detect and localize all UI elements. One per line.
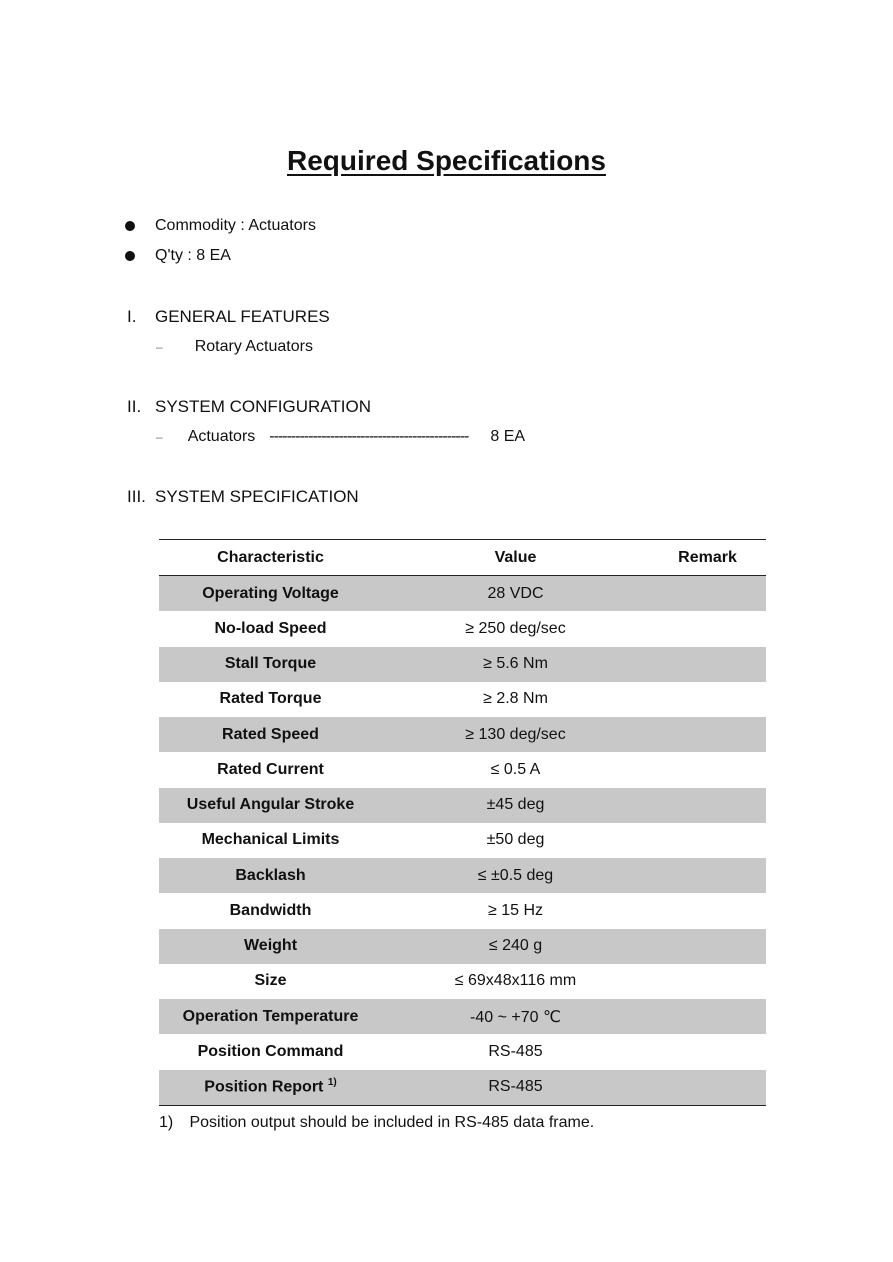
row-value: ≥ 15 Hz — [487, 901, 544, 919]
bullet-icon — [125, 221, 135, 231]
section-config-heading — [127, 397, 371, 417]
section-general-heading — [127, 307, 330, 327]
row-remark — [649, 647, 766, 682]
config-item — [156, 428, 525, 446]
header-value: Value — [382, 540, 649, 576]
row-characteristic: Rated Torque — [219, 690, 322, 708]
dash-icon: – — [156, 430, 163, 444]
commodity-text: Commodity : Actuators — [155, 217, 316, 234]
commodity-line — [125, 217, 316, 235]
row-characteristic: Weight — [159, 929, 382, 964]
row-remark — [649, 788, 766, 823]
row-value: ≤ 69x48x116 mm — [454, 972, 577, 990]
section-spec-heading — [127, 487, 359, 507]
row-value: -40 ~ +70 ℃ — [382, 999, 649, 1034]
row-remark — [649, 893, 766, 928]
table-row — [159, 858, 766, 893]
header-remark: Remark — [649, 540, 766, 576]
section-title: SYSTEM SPECIFICATION — [155, 487, 359, 506]
section-title: SYSTEM CONFIGURATION — [155, 397, 371, 416]
spec-table — [159, 539, 766, 1106]
row-remark — [649, 964, 766, 999]
row-remark — [649, 999, 766, 1034]
section-number: III. — [127, 487, 146, 506]
table-header-row — [159, 540, 766, 576]
config-item-qty: 8 EA — [490, 428, 526, 445]
section-number: II. — [127, 397, 142, 416]
footnote — [159, 1114, 594, 1132]
row-value: ≥ 2.8 Nm — [483, 690, 548, 708]
table-row — [159, 682, 766, 717]
row-characteristic: Rated Speed — [159, 717, 382, 752]
row-characteristic: Position Report — [204, 1078, 324, 1096]
row-remark — [649, 929, 766, 964]
row-remark — [649, 1070, 766, 1106]
header-characteristic: Characteristic — [159, 540, 382, 576]
row-value: ≥ 5.6 Nm — [382, 647, 649, 682]
row-characteristic: Stall Torque — [159, 647, 382, 682]
quantity-line — [125, 247, 231, 265]
row-remark — [649, 752, 766, 787]
row-characteristic: Operation Temperature — [159, 999, 382, 1034]
row-characteristic: Rated Current — [217, 760, 324, 778]
row-value: ±50 deg — [486, 831, 545, 849]
footnote-marker: 1) — [327, 1077, 337, 1089]
table-row — [159, 1034, 766, 1069]
row-remark — [649, 682, 766, 717]
row-remark — [649, 611, 766, 646]
row-value: ≤ 0.5 A — [490, 760, 541, 778]
row-characteristic: Backlash — [159, 858, 382, 893]
row-characteristic: Position Command — [197, 1042, 344, 1060]
row-value: RS-485 — [488, 1042, 543, 1060]
row-characteristic-cell — [159, 1070, 382, 1106]
table-row — [159, 611, 766, 646]
row-remark — [649, 576, 766, 612]
table-row — [159, 717, 766, 752]
dash-icon: – — [156, 340, 163, 354]
table-row — [159, 893, 766, 928]
table-row — [159, 999, 766, 1034]
row-characteristic: No-load Speed — [214, 619, 327, 637]
table-row — [159, 576, 766, 612]
row-value: ±45 deg — [382, 788, 649, 823]
row-characteristic: Operating Voltage — [159, 576, 382, 612]
table-row — [159, 752, 766, 787]
row-value: RS-485 — [382, 1070, 649, 1106]
row-value: 28 VDC — [382, 576, 649, 612]
row-remark — [649, 717, 766, 752]
footnote-number: 1) — [159, 1114, 174, 1131]
row-characteristic: Mechanical Limits — [201, 831, 340, 849]
row-characteristic: Size — [254, 972, 287, 990]
quantity-text: Q'ty : 8 EA — [155, 247, 231, 264]
table-row — [159, 823, 766, 858]
row-value: ≤ ±0.5 deg — [382, 858, 649, 893]
config-item-label: Actuators — [187, 428, 256, 445]
page-title: Required Specifications — [287, 145, 606, 176]
general-item — [156, 338, 313, 356]
row-value: ≥ 130 deg/sec — [382, 717, 649, 752]
row-remark — [649, 858, 766, 893]
row-value: ≥ 250 deg/sec — [465, 619, 566, 637]
config-item-leader: ---------------------------------------------- — [269, 428, 469, 445]
table-row — [159, 647, 766, 682]
row-remark — [649, 823, 766, 858]
table-row — [159, 1070, 766, 1106]
row-characteristic: Bandwidth — [229, 901, 312, 919]
footnote-text: Position output should be included in RS-485 data frame. — [189, 1114, 595, 1131]
section-title: GENERAL FEATURES — [155, 307, 330, 326]
table-row — [159, 788, 766, 823]
row-value: ≤ 240 g — [382, 929, 649, 964]
table-row — [159, 929, 766, 964]
row-characteristic: Useful Angular Stroke — [159, 788, 382, 823]
section-number: I. — [127, 307, 137, 326]
general-item-text: Rotary Actuators — [194, 338, 313, 355]
bullet-icon — [125, 251, 135, 261]
table-row — [159, 964, 766, 999]
row-remark — [649, 1034, 766, 1069]
